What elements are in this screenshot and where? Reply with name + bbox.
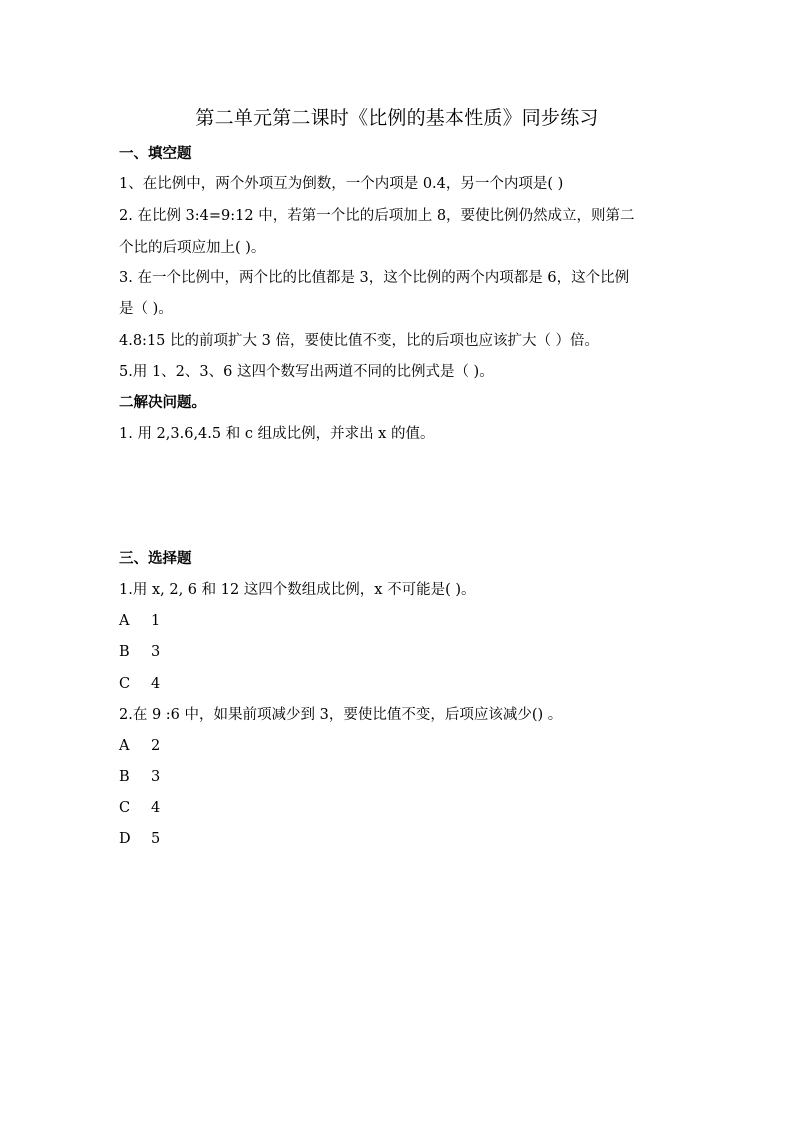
section1-heading: 一、填空题 — [119, 145, 192, 162]
fill-blank-question-4: 4.8:15 比的前项扩大 3 倍，要使比值不变，比的后项也应该扩大（ ）倍。 — [119, 333, 600, 349]
choice-question-1: 1.用 x, 2, 6 和 12 这四个数组成比例，x 不可能是( )。 — [119, 582, 476, 598]
option-letter: C — [119, 800, 131, 816]
choice-q2-option-b — [119, 765, 689, 789]
choice-q2-option-d — [119, 827, 689, 851]
choice-question-2: 2.在 9 :6 中，如果前项减少到 3，要使比值不变，后项应该减少() 。 — [119, 707, 563, 723]
page-title: 第二单元第二课时《比例的基本性质》同步练习 — [195, 107, 599, 129]
choice-q1-option-a — [119, 609, 689, 633]
section3-heading: 三、选择题 — [119, 550, 192, 567]
option-letter: B — [119, 644, 130, 660]
option-letter: A — [119, 613, 130, 629]
section2-heading: 二解决问题。 — [119, 394, 206, 411]
option-letter: B — [119, 769, 130, 785]
option-letter: C — [119, 676, 131, 692]
choice-q1-option-b — [119, 640, 689, 664]
problem-question-1: 1. 用 2,3.6,4.5 和 c 组成比例，并求出 x 的值。 — [119, 426, 435, 442]
fill-blank-question-3-line2: 是（ )。 — [119, 301, 173, 317]
fill-blank-question-3-line1: 3. 在一个比例中，两个比的比值都是 3，这个比例的两个内项都是 6，这个比例 — [119, 270, 630, 286]
option-value: 2 — [151, 738, 161, 754]
option-value: 4 — [151, 676, 161, 692]
fill-blank-question-2-line1: 2. 在比例 3:4=9:12 中，若第一个比的后项加上 8，要使比例仍然成立，则第二 — [119, 208, 635, 224]
option-letter: A — [119, 738, 130, 754]
fill-blank-question-1: 1、在比例中，两个外项互为倒数，一个内项是 0.4，另一个内项是( ) — [119, 176, 564, 192]
option-value: 5 — [151, 831, 161, 847]
option-value: 3 — [151, 644, 161, 660]
choice-q1-option-c — [119, 672, 689, 696]
option-value: 3 — [151, 769, 161, 785]
fill-blank-question-5: 5.用 1、2、3、6 这四个数写出两道不同的比例式是（ )。 — [119, 364, 494, 380]
option-letter: D — [119, 831, 131, 847]
option-value: 1 — [151, 613, 161, 629]
choice-q2-option-c — [119, 796, 689, 820]
choice-q2-option-a — [119, 734, 689, 758]
option-value: 4 — [151, 800, 161, 816]
fill-blank-question-2-line2: 个比的后项应加上( )。 — [119, 240, 266, 256]
